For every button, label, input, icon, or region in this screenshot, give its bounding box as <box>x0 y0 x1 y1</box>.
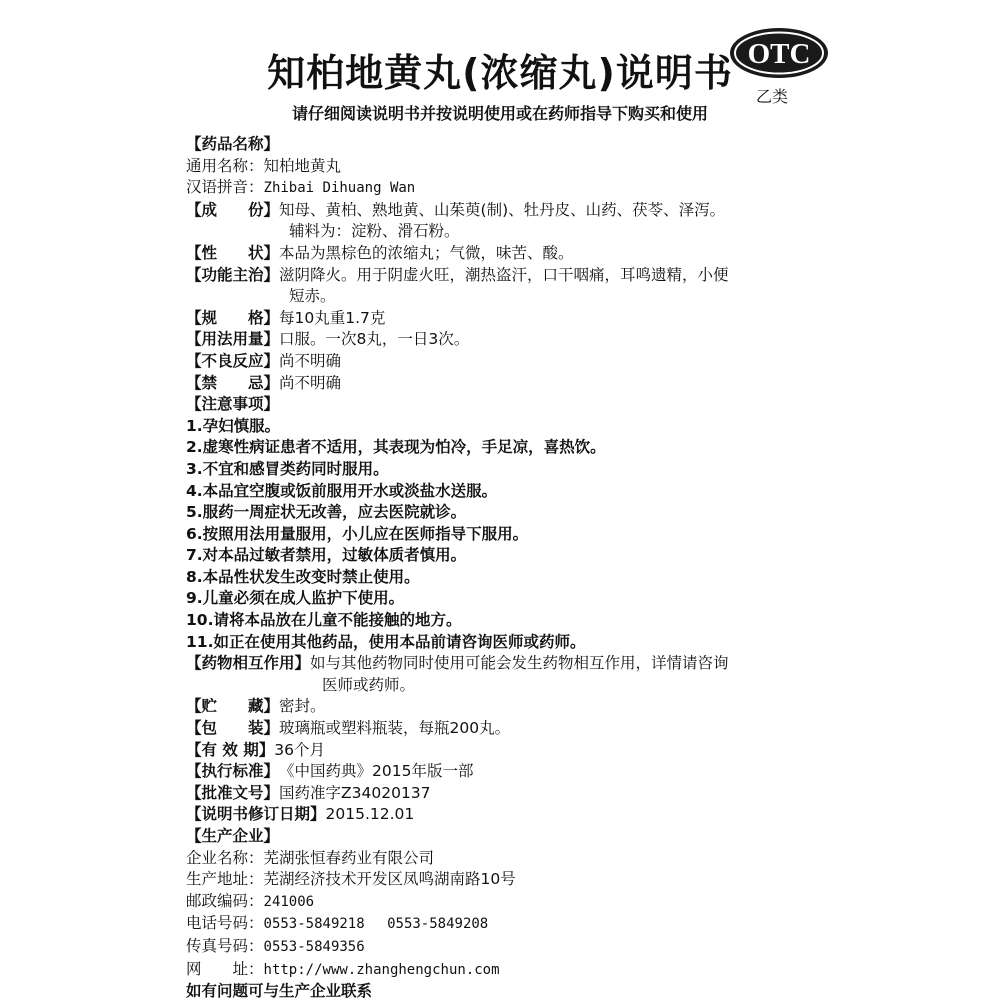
validity-row <box>186 740 806 762</box>
company-name-label: 企业名称： <box>186 848 264 867</box>
approval-label: 【批准文号】 <box>186 783 280 802</box>
instructions-body <box>186 134 806 1003</box>
approval-value: 国药准字Z34020137 <box>279 783 431 802</box>
indications-row <box>186 265 806 287</box>
contraindications-value: 尚不明确 <box>279 373 342 392</box>
generic-name-value: 知柏地黄丸 <box>263 156 342 175</box>
validity-value: 36个月 <box>274 740 326 759</box>
standard-row <box>186 761 806 783</box>
usage-label: 【用法用量】 <box>186 330 280 349</box>
precaution-item: 1.孕妇慎服。 <box>186 416 281 435</box>
standard-value: 《中国药典》2015年版一部 <box>279 762 474 781</box>
company-name-row <box>186 848 806 870</box>
usage-value: 口服。一次8丸，一日3次。 <box>279 330 470 349</box>
drug-name-heading: 【药品名称】 <box>186 135 280 153</box>
revision-value: 2015.12.01 <box>325 805 415 824</box>
storage-row <box>186 696 806 718</box>
contraindications-row <box>186 373 806 395</box>
otc-badge-text: OTC <box>747 38 811 70</box>
precaution-item: 3.不宜和感冒类药同时服用。 <box>186 459 389 478</box>
manufacturer-heading: 【生产企业】 <box>186 827 280 845</box>
precaution-item: 8.本品性状发生改变时禁止使用。 <box>186 567 420 586</box>
otc-badge <box>728 26 830 80</box>
subtitle: 请仔细阅读说明书并按说明使用或在药师指导下购买和使用 <box>291 104 708 123</box>
generic-name-label: 通用名称： <box>186 156 264 175</box>
composition-value: 知母、黄柏、熟地黄、山茱萸(制)、牡丹皮、山药、茯苓、泽泻。 <box>279 200 726 219</box>
postal-label: 邮政编码： <box>186 891 264 910</box>
company-name-value: 芜湖张恒春药业有限公司 <box>263 848 435 867</box>
specification-label: 【规 格】 <box>186 308 280 327</box>
postal-value: 241006 <box>263 893 315 910</box>
phone-label: 电话号码： <box>186 914 264 933</box>
fax-label: 传真号码： <box>186 936 264 955</box>
interactions-value: 如与其他药物同时使用可能会发生药物相互作用，详情请咨询 <box>310 654 729 673</box>
storage-value: 密封。 <box>279 697 326 716</box>
adverse-row <box>186 351 806 373</box>
properties-value: 本品为黑棕色的浓缩丸；气微，味苦、酸。 <box>279 243 574 262</box>
composition-row <box>186 200 806 222</box>
contact-note: 如有问题可与生产企业联系 <box>186 982 373 1001</box>
phone-row <box>186 913 806 936</box>
indications-continuation: 短赤。 <box>289 287 336 306</box>
address-label: 生产地址： <box>186 870 264 889</box>
otc-class-label: 乙类 <box>756 87 789 106</box>
fax-value: 0553-5849356 <box>263 938 365 955</box>
validity-label: 【有 效 期】 <box>186 740 275 759</box>
pinyin-label: 汉语拼音： <box>186 178 264 197</box>
contraindications-label: 【禁 忌】 <box>186 373 280 392</box>
address-row <box>186 869 806 891</box>
adverse-label: 【不良反应】 <box>186 351 280 370</box>
precautions-heading: 【注意事项】 <box>186 395 280 414</box>
precaution-item: 2.虚寒性病证患者不适用，其表现为怕冷，手足凉，喜热饮。 <box>186 438 606 457</box>
indications-label: 【功能主治】 <box>186 265 280 284</box>
approval-row <box>186 783 806 805</box>
phone-value: 0553-5849218 0553-5849208 <box>263 916 489 933</box>
postal-row <box>186 891 806 914</box>
composition-label: 【成 份】 <box>186 200 280 219</box>
properties-row <box>186 243 806 265</box>
precaution-item: 7.对本品过敏者禁用，过敏体质者慎用。 <box>186 546 467 565</box>
standard-label: 【执行标准】 <box>186 762 280 781</box>
generic-name-row <box>186 156 806 178</box>
website-row <box>186 959 806 982</box>
precaution-item: 9.儿童必须在成人监护下使用。 <box>186 589 405 608</box>
adverse-value: 尚不明确 <box>279 351 342 370</box>
pinyin-row <box>186 177 806 200</box>
precaution-item: 4.本品宜空腹或饭前服用开水或淡盐水送服。 <box>186 481 498 500</box>
precaution-item: 5.服药一周症状无改善，应去医院就诊。 <box>186 503 467 522</box>
indications-value: 滋阴降火。用于阴虚火旺，潮热盗汗，口干咽痛，耳鸣遗精，小便 <box>279 265 729 284</box>
packaging-row <box>186 718 806 740</box>
interactions-row <box>186 653 806 675</box>
usage-row <box>186 329 806 351</box>
address-value: 芜湖经济技术开发区凤鸣湖南路10号 <box>263 870 516 889</box>
pinyin-value: Zhibai Dihuang Wan <box>263 180 416 197</box>
website-value: http://www.zhanghengchun.com <box>263 961 500 978</box>
interactions-label: 【药物相互作用】 <box>186 654 311 673</box>
packaging-value: 玻璃瓶或塑料瓶装，每瓶200丸。 <box>279 719 511 738</box>
packaging-label: 【包 装】 <box>186 719 280 738</box>
storage-label: 【贮 藏】 <box>186 697 280 716</box>
specification-value: 每10丸重1.7克 <box>279 308 386 327</box>
specification-row <box>186 308 806 330</box>
precaution-item: 6.按照用法用量服用，小儿应在医师指导下服用。 <box>186 524 529 543</box>
precaution-item: 10.请将本品放在儿童不能接触的地方。 <box>186 611 462 630</box>
revision-row <box>186 804 806 826</box>
properties-label: 【性 状】 <box>186 243 280 262</box>
website-label: 网 址： <box>186 959 264 978</box>
precaution-item: 11.如正在使用其他药品，使用本品前请咨询医师或药师。 <box>186 632 586 651</box>
revision-label: 【说明书修订日期】 <box>186 805 326 824</box>
page-title: 知柏地黄丸(浓缩丸)说明书 <box>267 51 733 95</box>
fax-row <box>186 936 806 959</box>
excipients-line: 辅料为：淀粉、滑石粉。 <box>289 222 460 241</box>
interactions-continuation: 医师或药师。 <box>322 675 416 694</box>
